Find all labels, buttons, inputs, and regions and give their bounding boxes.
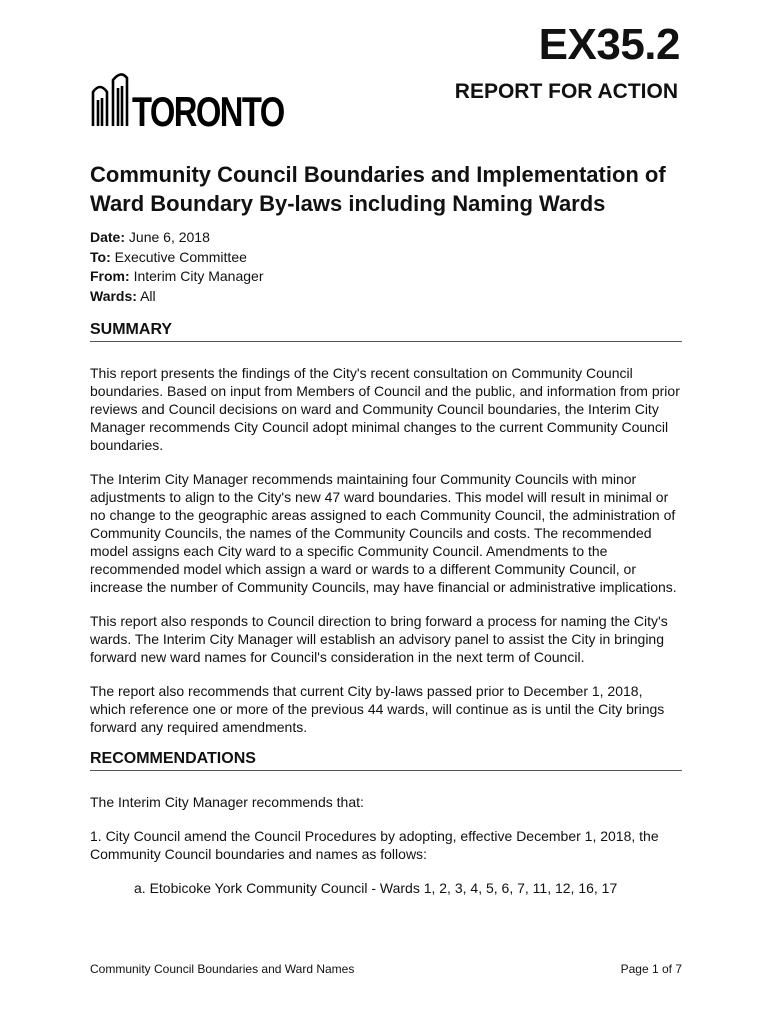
report-body bbox=[90, 160, 682, 897]
report-type: REPORT FOR ACTION bbox=[454, 80, 678, 103]
meta-date: Date: June 6, 2018 bbox=[90, 229, 210, 245]
summary-paragraph: This report also responds to Council direction to bring forward a process for naming the City's wards. The Interim City Manager will establish an advisory panel to assist the City in bringing forward new ward names for Council's consideration in the next term of Council. bbox=[90, 613, 668, 665]
recommendation-subitem: a. Etobicoke York Community Council - Wards 1, 2, 3, 4, 5, 6, 7, 11, 12, 16, 17 bbox=[134, 880, 618, 896]
summary-paragraph: This report presents the findings of the City's recent consultation on Community Council boundaries. Based on input from Members of Council and the public, and information from prior reviews and Council decisions on ward and Community Council boundaries, the Interim City Manager recommends City Council adopt minimal changes to the current Community Council boundaries. bbox=[90, 365, 680, 453]
meta-to: To: Executive Committee bbox=[90, 248, 247, 265]
toronto-logo bbox=[90, 70, 326, 135]
recommendation-item: 1. City Council amend the Council Procedures by adopting, effective December 1, 2018, the Community Council boundaries and names as follows: bbox=[90, 828, 659, 862]
meta-from: From: Interim City Manager bbox=[90, 268, 264, 284]
report-title: Community Council Boundaries and Implementation of Ward Boundary By-laws including Naming Wards bbox=[90, 162, 666, 216]
page-number: Page 1 of 7 bbox=[620, 962, 682, 976]
report-meta bbox=[90, 228, 682, 306]
recommendations-heading: RECOMMENDATIONS bbox=[90, 750, 682, 771]
footer-title: Community Council Boundaries and Ward Names bbox=[90, 962, 355, 976]
meta-wards: Wards: All bbox=[90, 287, 156, 304]
report-id: EX35.2 bbox=[538, 20, 680, 69]
summary-paragraph: The report also recommends that current City by-laws passed prior to December 1, 2018, which reference one or more of the previous 44 wards, will continue as is until the City brings forward any required amendments. bbox=[90, 683, 665, 735]
recommendations-intro: The Interim City Manager recommends that: bbox=[90, 794, 364, 810]
summary-heading: SUMMARY bbox=[90, 321, 682, 342]
page-footer bbox=[90, 962, 682, 976]
summary-section bbox=[90, 364, 682, 736]
recommendations-section bbox=[90, 793, 682, 897]
city-hall-logo-icon bbox=[90, 70, 130, 128]
summary-paragraph: The Interim City Manager recommends maintaining four Community Councils with minor adjustments to align to the City's new 47 ward boundaries. This model will result in minimal or no change to the geographic areas assigned to each Community Council, the administration of Community Councils, the names of the Community Councils and costs. The recommended model assigns each City ward to a specific Community Council. Amendments to the recommended model which assign a ward or wards to a different Community Council, or increase the number of Community Councils, may have financial or administrative implications. bbox=[90, 471, 677, 595]
logo-wordmark: TORONTO bbox=[132, 88, 284, 135]
